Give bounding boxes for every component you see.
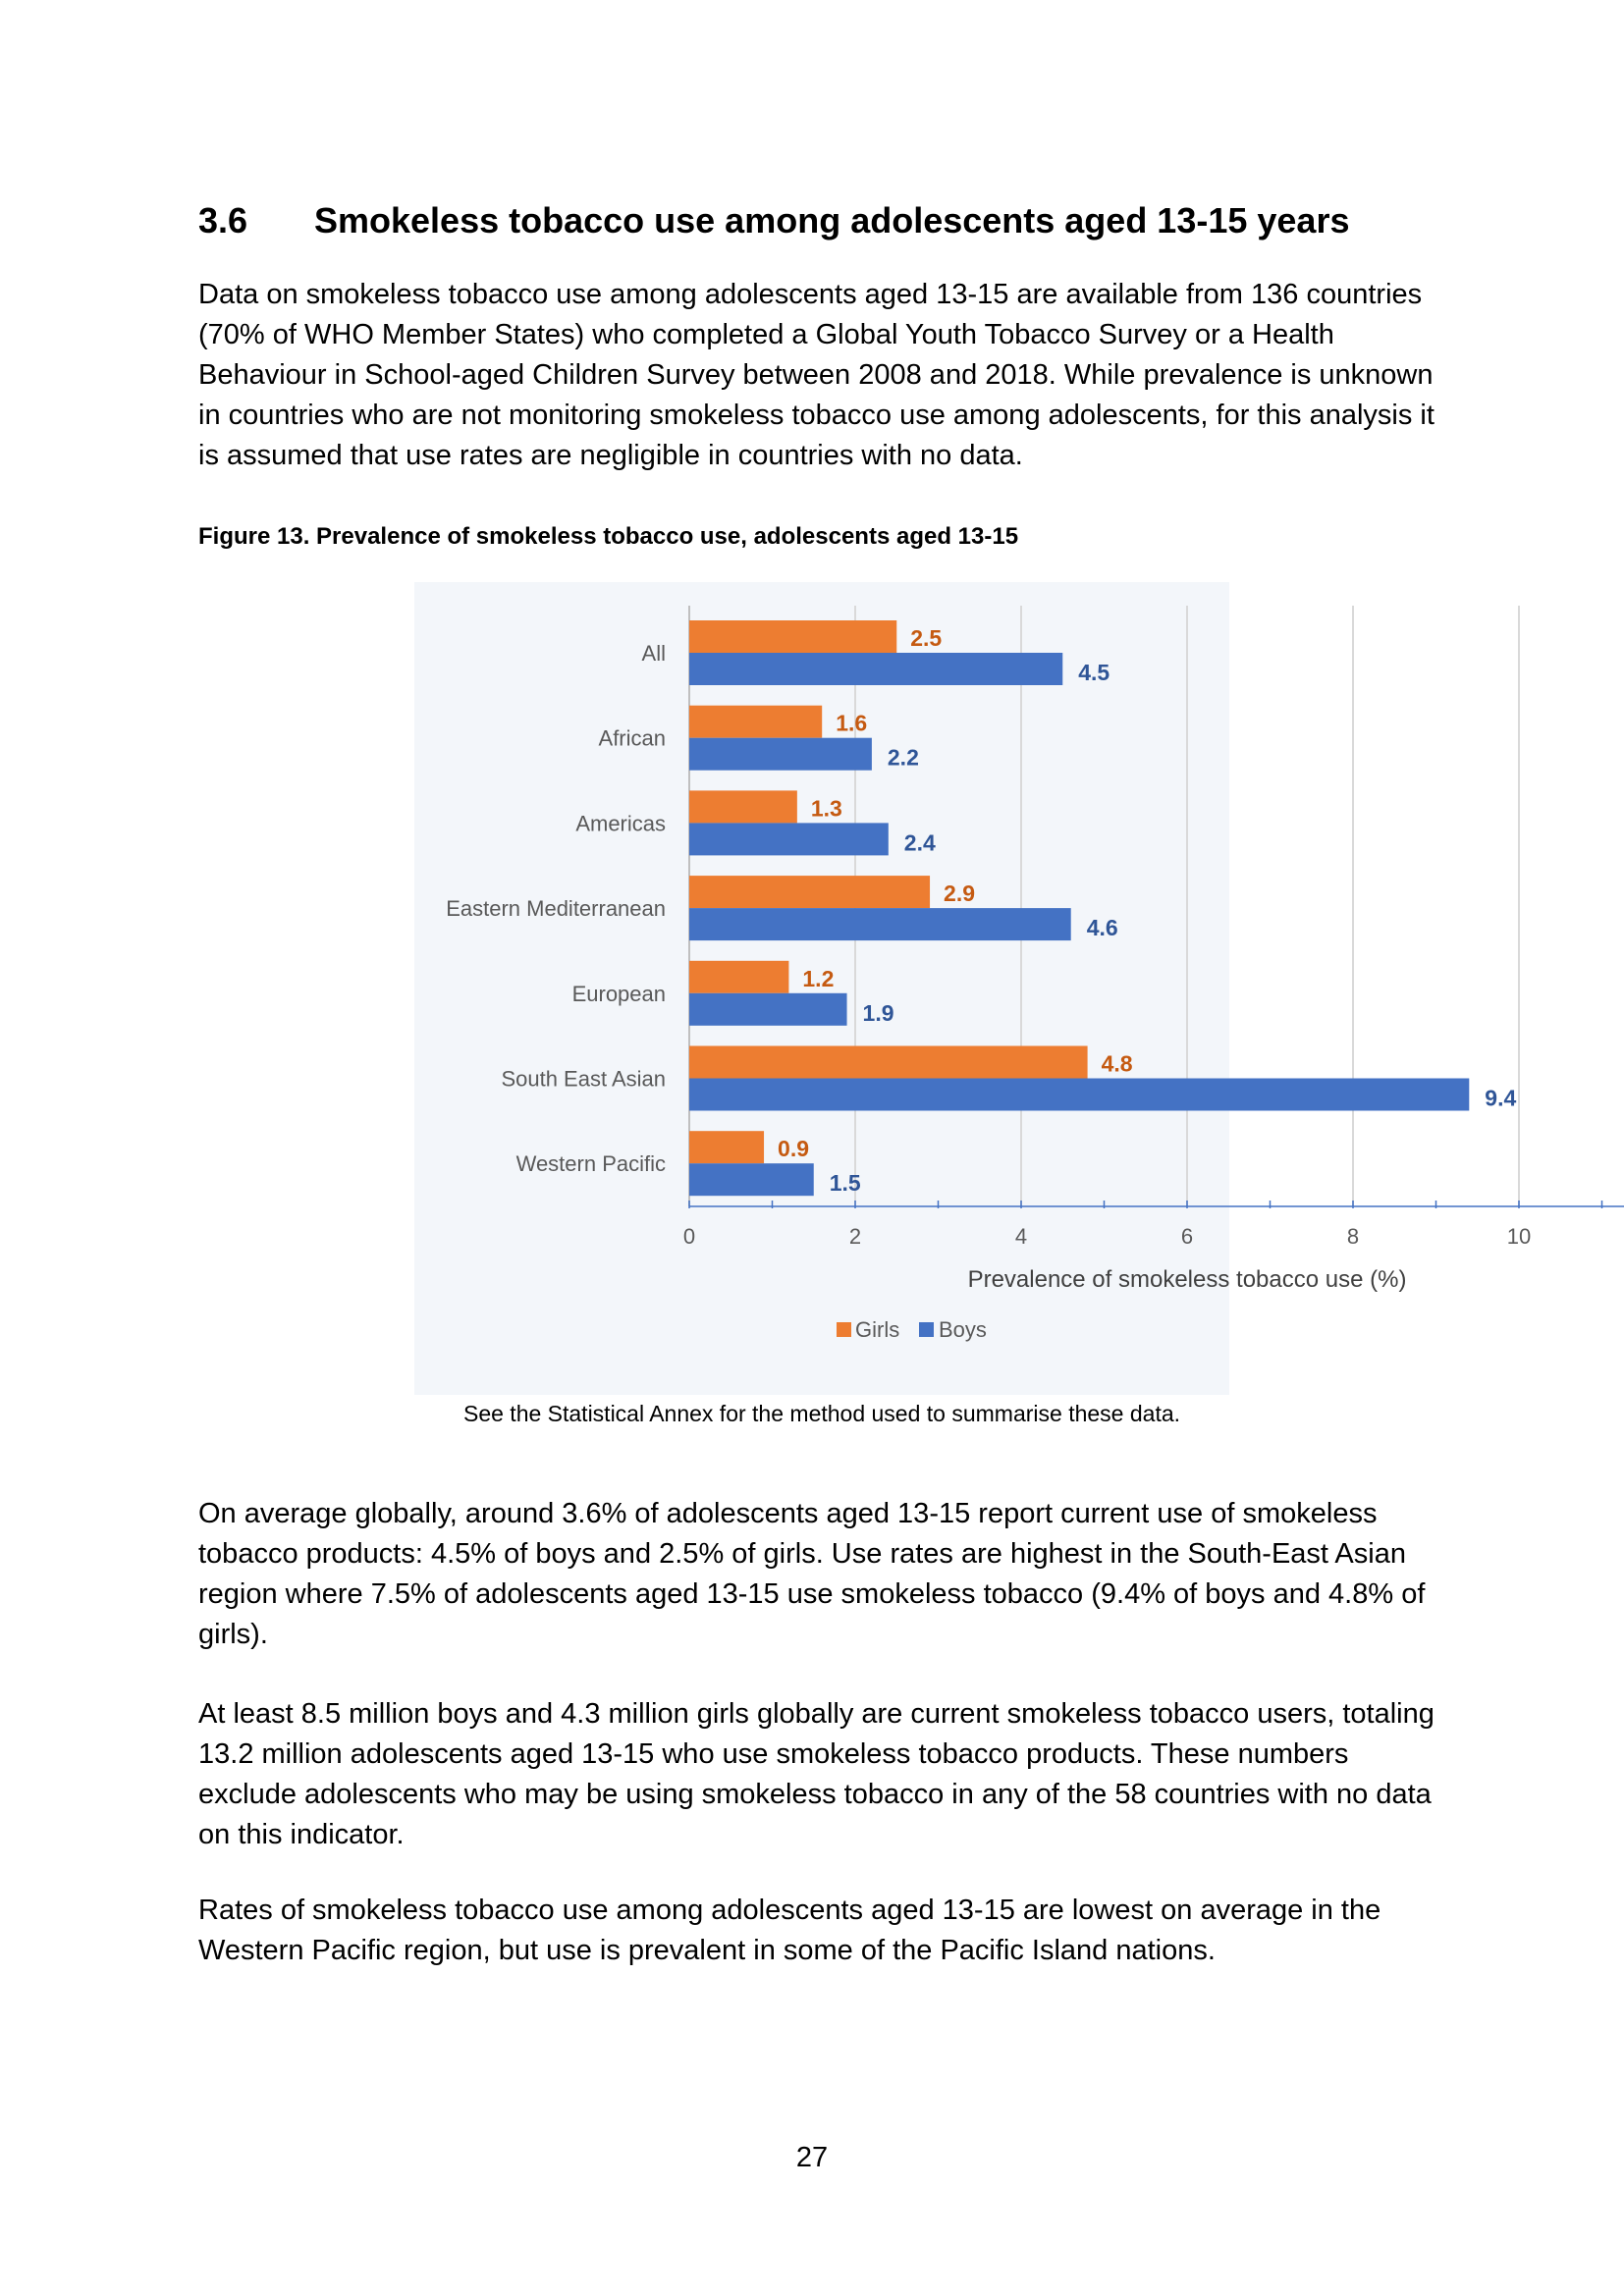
- category-label-african: African: [598, 725, 666, 751]
- bar-boys-eastern-mediterranean: [689, 908, 1071, 940]
- section-heading: [198, 196, 1475, 245]
- bar-girls-eastern-mediterranean: [689, 876, 930, 908]
- bar-girls-african: [689, 706, 822, 738]
- figure-caption: Figure 13. Prevalence of smokeless tobacco use, adolescents aged 13-15: [198, 523, 1019, 550]
- value-label-boys-americas: 2.4: [903, 829, 936, 856]
- x-tick-label: 0: [682, 1224, 696, 1249]
- section-number: 3.6: [198, 200, 248, 240]
- value-label-boys-european: 1.9: [862, 999, 894, 1026]
- value-label-girls-south-east-asian: 4.8: [1101, 1050, 1133, 1077]
- legend-label-boys: Boys: [939, 1317, 987, 1342]
- value-label-boys-south-east-asian: 9.4: [1485, 1085, 1517, 1111]
- bar-girls-americas: [689, 790, 797, 823]
- bar-chart: [414, 582, 1532, 1395]
- category-label-western-pacific: Western Pacific: [515, 1151, 666, 1177]
- bar-girls-south-east-asian: [689, 1046, 1088, 1079]
- value-label-girls-americas: 1.3: [810, 795, 842, 822]
- x-tick-label: 6: [1180, 1224, 1194, 1249]
- paragraph-user-totals: At least 8.5 million boys and 4.3 million girls globally are current smokeless tobacco users, totaling 13.2 million adolescents aged 13-15 who use smokeless tobacco products. These numbers exclude adolescents who may be using smokeless tobacco in any of the 58 countries with no data on this indicator.: [198, 1698, 1435, 1850]
- x-tick-label: 2: [848, 1224, 862, 1249]
- chart-note: See the Statistical Annex for the method used to summarise these data.: [462, 1401, 1181, 1426]
- category-label-americas: Americas: [575, 811, 666, 836]
- category-label-european: European: [571, 981, 666, 1006]
- bar-boys-european: [689, 993, 847, 1026]
- bar-boys-americas: [689, 823, 889, 855]
- bar-girls-european: [689, 961, 788, 993]
- value-label-girls-eastern-mediterranean: 2.9: [944, 881, 976, 907]
- page-number: 27: [795, 2142, 829, 2173]
- section-title: Smokeless tobacco use among adolescents aged 13-15 years: [314, 200, 1350, 240]
- value-label-boys-all: 4.5: [1078, 660, 1110, 685]
- category-label-all: All: [641, 641, 666, 666]
- bar-boys-african: [689, 738, 872, 771]
- bar-girls-all: [689, 620, 896, 653]
- legend-swatch-boys: [919, 1322, 934, 1337]
- bar-boys-south-east-asian: [689, 1079, 1469, 1111]
- legend-label-girls: Girls: [855, 1317, 900, 1342]
- value-label-girls-all: 2.5: [910, 625, 943, 651]
- value-label-boys-eastern-mediterranean: 4.6: [1086, 915, 1118, 941]
- value-label-boys-western-pacific: 1.5: [829, 1170, 861, 1197]
- paragraph-western-pacific: Rates of smokeless tobacco use among adolescents aged 13-15 are lowest on average in the Western Pacific region, but use is prevalent in some of the Pacific Island nations.: [198, 1895, 1381, 1966]
- x-axis-title: Prevalence of smokeless tobacco use (%): [967, 1266, 1407, 1293]
- value-label-girls-western-pacific: 0.9: [778, 1136, 810, 1162]
- bar-boys-all: [689, 653, 1062, 685]
- x-tick-label: 10: [1506, 1224, 1532, 1249]
- intro-paragraph: Data on smokeless tobacco use among adolescents aged 13-15 are available from 136 countries (70% of WHO Member States) who completed a Global Youth Tobacco Survey or a Health Behaviour in School-aged Children Survey between 2008 and 2018. While prevalence is unknown in countries who are not monitoring smokeless tobacco use among adolescents, for this analysis it is assumed that use rates are negligible in countries with no data.: [198, 279, 1435, 471]
- value-label-boys-african: 2.2: [887, 744, 919, 771]
- bar-boys-western-pacific: [689, 1163, 814, 1196]
- bar-girls-western-pacific: [689, 1131, 764, 1163]
- legend-swatch-girls: [837, 1322, 851, 1337]
- chart-panel: [414, 582, 1532, 1395]
- value-label-girls-european: 1.2: [802, 965, 835, 991]
- paragraph-global-average: On average globally, around 3.6% of adolescents aged 13-15 report current use of smokeless tobacco products: 4.5% of boys and 2.5% of girls. Use rates are highest in the South-East Asian region where 7.5% of adolescents aged 13-15 use smokeless tobacco (9.4% of boys and 4.8% of girls).: [198, 1498, 1426, 1650]
- x-tick-label: 8: [1346, 1224, 1360, 1249]
- value-label-girls-african: 1.6: [836, 710, 868, 736]
- x-tick-label: 4: [1014, 1224, 1028, 1249]
- category-label-south-east-asian: South East Asian: [501, 1066, 666, 1092]
- category-label-eastern-mediterranean: Eastern Mediterranean: [446, 896, 666, 922]
